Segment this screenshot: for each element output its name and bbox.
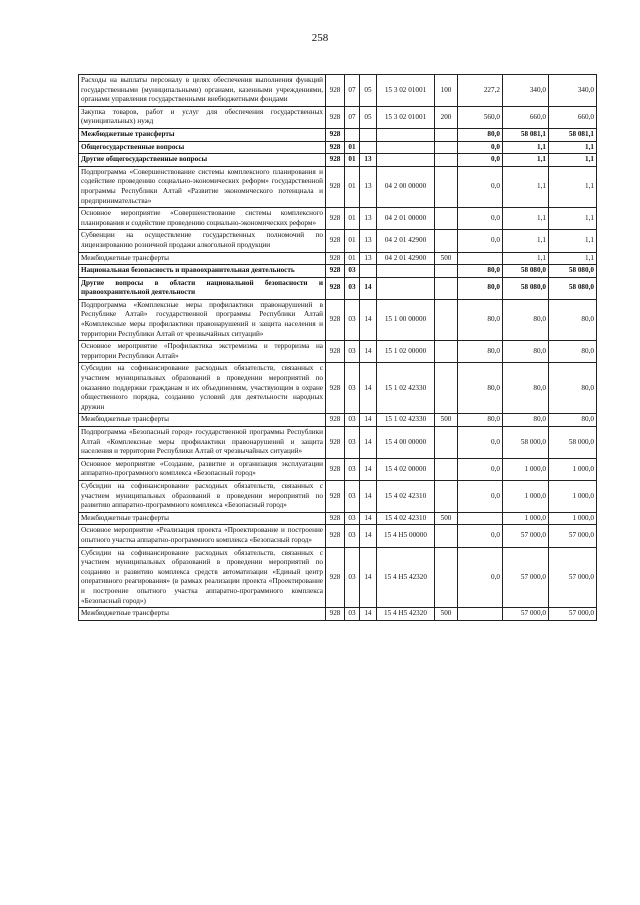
row-name-cell: Основное мероприятие «Совершенствование системы комплексного планирования и содействие проведению социально-экономических реформ» [79, 208, 326, 230]
table-row [79, 427, 597, 459]
grbs-cell: 928 [326, 299, 345, 340]
subsection-cell: 14 [360, 299, 377, 340]
table-row [79, 154, 597, 167]
row-name-cell: Межбюджетные трансферты [79, 512, 326, 525]
amount-year2-cell: 57 000,0 [503, 525, 549, 547]
table-row [79, 75, 597, 107]
amount-year2-cell: 1,1 [503, 230, 549, 252]
amount-year2-cell: 58 080,0 [503, 265, 549, 278]
expense-type-cell [435, 480, 458, 512]
table-row [79, 106, 597, 128]
subsection-cell: 14 [360, 480, 377, 512]
target-article-cell: 04 2 01 42900 [377, 252, 435, 265]
subsection-cell: 14 [360, 608, 377, 621]
subsection-cell [360, 128, 377, 141]
grbs-cell: 928 [326, 208, 345, 230]
row-name-cell: Субсидии на софинансирование расходных обязательств, связанных с участием муниципальных образований в проведении мероприятий по развитию аппаратно-программного комплекса «Безопасный город» [79, 480, 326, 512]
expense-type-cell: 200 [435, 106, 458, 128]
amount-year1-cell [458, 608, 503, 621]
amount-year3-cell: 1,1 [549, 154, 597, 167]
row-name-cell: Субсидии на софинансирование расходных обязательств, связанных с участием муниципальных образований в проведении мероприятий по оказанию поддержки гражданам и их объединениям, участвующим в охране общественного порядка, созданию условий для деятельности народных дружин [79, 363, 326, 414]
amount-year1-cell [458, 512, 503, 525]
subsection-cell: 14 [360, 547, 377, 608]
row-name-cell: Основное мероприятие «Реализация проекта «Проектирование и построение опытного участка аппаратно-программного комплекса «Безопасный город» [79, 525, 326, 547]
amount-year3-cell: 80,0 [549, 299, 597, 340]
grbs-cell: 928 [326, 154, 345, 167]
expense-type-cell [435, 341, 458, 363]
amount-year1-cell: 80,0 [458, 363, 503, 414]
amount-year2-cell: 57 000,0 [503, 608, 549, 621]
section-cell: 01 [345, 230, 360, 252]
amount-year2-cell: 340,0 [503, 75, 549, 107]
section-cell: 03 [345, 525, 360, 547]
expense-type-cell [435, 208, 458, 230]
table-row [79, 208, 597, 230]
amount-year1-cell: 80,0 [458, 414, 503, 427]
amount-year1-cell: 80,0 [458, 299, 503, 340]
row-name-cell: Основное мероприятие «Профилактика экстремизма и терроризма на территории Республики Алтай» [79, 341, 326, 363]
section-cell: 07 [345, 106, 360, 128]
expense-type-cell [435, 265, 458, 278]
row-name-cell: Основное мероприятие «Создание, развитие и организация эксплуатации аппаратно-программного комплекса «Безопасный город» [79, 458, 326, 480]
amount-year3-cell: 1,1 [549, 208, 597, 230]
amount-year1-cell: 0,0 [458, 547, 503, 608]
grbs-cell: 928 [326, 141, 345, 154]
amount-year2-cell: 1,1 [503, 141, 549, 154]
subsection-cell: 14 [360, 525, 377, 547]
table-row [79, 525, 597, 547]
amount-year3-cell: 660,0 [549, 106, 597, 128]
table-row [79, 166, 597, 207]
target-article-cell: 15 4 Н5 42320 [377, 547, 435, 608]
section-cell: 03 [345, 608, 360, 621]
amount-year1-cell: 80,0 [458, 128, 503, 141]
amount-year2-cell: 80,0 [503, 414, 549, 427]
section-cell: 03 [345, 265, 360, 278]
subsection-cell: 14 [360, 363, 377, 414]
amount-year1-cell: 80,0 [458, 341, 503, 363]
table-row [79, 299, 597, 340]
amount-year1-cell [458, 252, 503, 265]
budget-table [78, 74, 597, 621]
amount-year3-cell: 57 000,0 [549, 525, 597, 547]
amount-year1-cell: 0,0 [458, 154, 503, 167]
target-article-cell: 15 3 02 01001 [377, 106, 435, 128]
row-name-cell: Расходы на выплаты персоналу в целях обеспечения выполнения функций государственными (муниципальными) органами, казенными учреждениями, органами управления государственными внебюджетными фондами [79, 75, 326, 107]
row-name-cell: Межбюджетные трансферты [79, 608, 326, 621]
target-article-cell: 15 1 02 42330 [377, 363, 435, 414]
amount-year3-cell: 1 000,0 [549, 480, 597, 512]
target-article-cell: 15 4 02 42310 [377, 480, 435, 512]
section-cell: 03 [345, 547, 360, 608]
amount-year3-cell: 57 000,0 [549, 608, 597, 621]
amount-year1-cell: 80,0 [458, 277, 503, 299]
section-cell [345, 128, 360, 141]
row-name-cell: Другие общегосударственные вопросы [79, 154, 326, 167]
expense-type-cell [435, 154, 458, 167]
amount-year3-cell: 80,0 [549, 414, 597, 427]
subsection-cell: 14 [360, 512, 377, 525]
subsection-cell: 13 [360, 154, 377, 167]
amount-year1-cell: 560,0 [458, 106, 503, 128]
subsection-cell: 05 [360, 106, 377, 128]
grbs-cell: 928 [326, 525, 345, 547]
subsection-cell: 14 [360, 458, 377, 480]
target-article-cell: 15 4 02 42310 [377, 512, 435, 525]
row-name-cell: Закупка товаров, работ и услуг для обеспечения государственных (муниципальных) нужд [79, 106, 326, 128]
amount-year3-cell: 80,0 [549, 341, 597, 363]
table-row [79, 608, 597, 621]
section-cell: 07 [345, 75, 360, 107]
amount-year2-cell: 1,1 [503, 154, 549, 167]
target-article-cell: 04 2 01 00000 [377, 208, 435, 230]
expense-type-cell [435, 277, 458, 299]
grbs-cell: 928 [326, 414, 345, 427]
amount-year2-cell: 58 081,1 [503, 128, 549, 141]
expense-type-cell: 500 [435, 608, 458, 621]
target-article-cell [377, 265, 435, 278]
amount-year3-cell: 58 080,0 [549, 265, 597, 278]
amount-year2-cell: 1,1 [503, 252, 549, 265]
amount-year2-cell: 1 000,0 [503, 512, 549, 525]
target-article-cell: 15 1 02 00000 [377, 341, 435, 363]
amount-year1-cell: 0,0 [458, 525, 503, 547]
row-name-cell: Другие вопросы в области национальной безопасности и правоохранительной деятельности [79, 277, 326, 299]
expense-type-cell: 500 [435, 414, 458, 427]
section-cell: 01 [345, 141, 360, 154]
section-cell: 03 [345, 414, 360, 427]
table-row [79, 341, 597, 363]
row-name-cell: Подпрограмма «Безопасный город» государственной программы Республики Алтай «Комплексные меры профилактики правонарушений и защита населения и территории Республики Алтай от чрезвычайных ситуаций» [79, 427, 326, 459]
amount-year2-cell: 1 000,0 [503, 458, 549, 480]
expense-type-cell [435, 363, 458, 414]
grbs-cell: 928 [326, 128, 345, 141]
amount-year1-cell: 227,2 [458, 75, 503, 107]
grbs-cell: 928 [326, 277, 345, 299]
amount-year3-cell: 1,1 [549, 166, 597, 207]
grbs-cell: 928 [326, 480, 345, 512]
row-name-cell: Подпрограмма «Комплексные меры профилактики правонарушений в Республике Алтай» государственной программы Республики Алтай «Комплексные меры профилактики правонарушений и защита населения и территории Республики Алтай от чрезвычайных ситуаций» [79, 299, 326, 340]
table-row [79, 128, 597, 141]
target-article-cell [377, 128, 435, 141]
table-row [79, 252, 597, 265]
amount-year3-cell: 57 000,0 [549, 547, 597, 608]
row-name-cell: Межбюджетные трансферты [79, 414, 326, 427]
amount-year1-cell: 80,0 [458, 265, 503, 278]
amount-year2-cell: 1,1 [503, 166, 549, 207]
expense-type-cell [435, 299, 458, 340]
expense-type-cell [435, 525, 458, 547]
table-row [79, 141, 597, 154]
grbs-cell: 928 [326, 608, 345, 621]
grbs-cell: 928 [326, 75, 345, 107]
grbs-cell: 928 [326, 252, 345, 265]
section-cell: 03 [345, 512, 360, 525]
row-name-cell: Подпрограмма «Совершенствование системы комплексного планирования и содействие проведению социально-экономических реформ» государственной программы Республики Алтай «Развитие экономического потенциала и предпринимательства» [79, 166, 326, 207]
amount-year2-cell: 80,0 [503, 363, 549, 414]
amount-year3-cell: 58 080,0 [549, 277, 597, 299]
amount-year3-cell: 1 000,0 [549, 458, 597, 480]
row-name-cell: Общегосударственные вопросы [79, 141, 326, 154]
row-name-cell: Национальная безопасность и правоохранительная деятельность [79, 265, 326, 278]
section-cell: 03 [345, 427, 360, 459]
target-article-cell: 15 4 00 00000 [377, 427, 435, 459]
table-row [79, 414, 597, 427]
amount-year1-cell: 0,0 [458, 166, 503, 207]
amount-year3-cell: 58 081,1 [549, 128, 597, 141]
grbs-cell: 928 [326, 458, 345, 480]
grbs-cell: 928 [326, 547, 345, 608]
page-number: 258 [311, 32, 329, 44]
target-article-cell [377, 277, 435, 299]
row-name-cell: Субсидии на софинансирование расходных обязательств, связанных с участием муниципальных образований в проведении мероприятий по созданию и развитию комплекса средств автоматизации «Единый центр оперативного реагирования» (в рамках реализации проекта «Проектирование и построение опытного участка аппаратно-программного комплекса «Безопасный город») [79, 547, 326, 608]
expense-type-cell [435, 141, 458, 154]
subsection-cell: 05 [360, 75, 377, 107]
target-article-cell: 04 2 01 42900 [377, 230, 435, 252]
subsection-cell: 13 [360, 208, 377, 230]
amount-year2-cell: 80,0 [503, 341, 549, 363]
amount-year2-cell: 58 080,0 [503, 277, 549, 299]
target-article-cell: 15 1 02 42330 [377, 414, 435, 427]
table-row [79, 547, 597, 608]
section-cell: 03 [345, 480, 360, 512]
amount-year2-cell: 57 000,0 [503, 547, 549, 608]
amount-year1-cell: 0,0 [458, 458, 503, 480]
row-name-cell: Межбюджетные трансферты [79, 128, 326, 141]
amount-year3-cell: 1,1 [549, 141, 597, 154]
amount-year3-cell: 340,0 [549, 75, 597, 107]
expense-type-cell [435, 128, 458, 141]
table-row [79, 265, 597, 278]
amount-year3-cell: 1,1 [549, 230, 597, 252]
amount-year2-cell: 1,1 [503, 208, 549, 230]
amount-year1-cell: 0,0 [458, 141, 503, 154]
grbs-cell: 928 [326, 512, 345, 525]
expense-type-cell: 100 [435, 75, 458, 107]
grbs-cell: 928 [326, 106, 345, 128]
amount-year1-cell: 0,0 [458, 208, 503, 230]
expense-type-cell [435, 427, 458, 459]
section-cell: 03 [345, 277, 360, 299]
section-cell: 01 [345, 208, 360, 230]
expense-type-cell: 500 [435, 252, 458, 265]
target-article-cell: 15 3 02 01001 [377, 75, 435, 107]
target-article-cell [377, 154, 435, 167]
subsection-cell: 13 [360, 252, 377, 265]
expense-type-cell [435, 166, 458, 207]
amount-year3-cell: 1,1 [549, 252, 597, 265]
subsection-cell: 14 [360, 341, 377, 363]
table-row [79, 458, 597, 480]
target-article-cell: 15 4 02 00000 [377, 458, 435, 480]
expense-type-cell [435, 547, 458, 608]
amount-year2-cell: 80,0 [503, 299, 549, 340]
expense-type-cell: 500 [435, 512, 458, 525]
row-name-cell: Субвенции на осуществление государственных полномочий по лицензированию розничной продажи алкогольной продукции [79, 230, 326, 252]
amount-year1-cell: 0,0 [458, 480, 503, 512]
target-article-cell: 15 1 00 00000 [377, 299, 435, 340]
subsection-cell [360, 265, 377, 278]
grbs-cell: 928 [326, 265, 345, 278]
table-row [79, 277, 597, 299]
amount-year2-cell: 660,0 [503, 106, 549, 128]
section-cell: 03 [345, 458, 360, 480]
subsection-cell: 14 [360, 427, 377, 459]
subsection-cell: 13 [360, 230, 377, 252]
grbs-cell: 928 [326, 230, 345, 252]
amount-year1-cell: 0,0 [458, 427, 503, 459]
target-article-cell [377, 141, 435, 154]
section-cell: 01 [345, 154, 360, 167]
subsection-cell: 14 [360, 277, 377, 299]
grbs-cell: 928 [326, 166, 345, 207]
target-article-cell: 15 4 Н5 00000 [377, 525, 435, 547]
amount-year2-cell: 58 000,0 [503, 427, 549, 459]
section-cell: 01 [345, 166, 360, 207]
section-cell: 01 [345, 252, 360, 265]
grbs-cell: 928 [326, 427, 345, 459]
section-cell: 03 [345, 341, 360, 363]
subsection-cell: 13 [360, 166, 377, 207]
expense-type-cell [435, 230, 458, 252]
section-cell: 03 [345, 299, 360, 340]
amount-year3-cell: 80,0 [549, 363, 597, 414]
target-article-cell: 15 4 Н5 42320 [377, 608, 435, 621]
amount-year3-cell: 1 000,0 [549, 512, 597, 525]
table-row [79, 512, 597, 525]
table-row [79, 363, 597, 414]
subsection-cell: 14 [360, 414, 377, 427]
subsection-cell [360, 141, 377, 154]
target-article-cell: 04 2 00 00000 [377, 166, 435, 207]
grbs-cell: 928 [326, 363, 345, 414]
amount-year2-cell: 1 000,0 [503, 480, 549, 512]
grbs-cell: 928 [326, 341, 345, 363]
table-row [79, 480, 597, 512]
amount-year3-cell: 58 000,0 [549, 427, 597, 459]
row-name-cell: Межбюджетные трансферты [79, 252, 326, 265]
section-cell: 03 [345, 363, 360, 414]
expense-type-cell [435, 458, 458, 480]
table-row [79, 230, 597, 252]
amount-year1-cell: 0,0 [458, 230, 503, 252]
